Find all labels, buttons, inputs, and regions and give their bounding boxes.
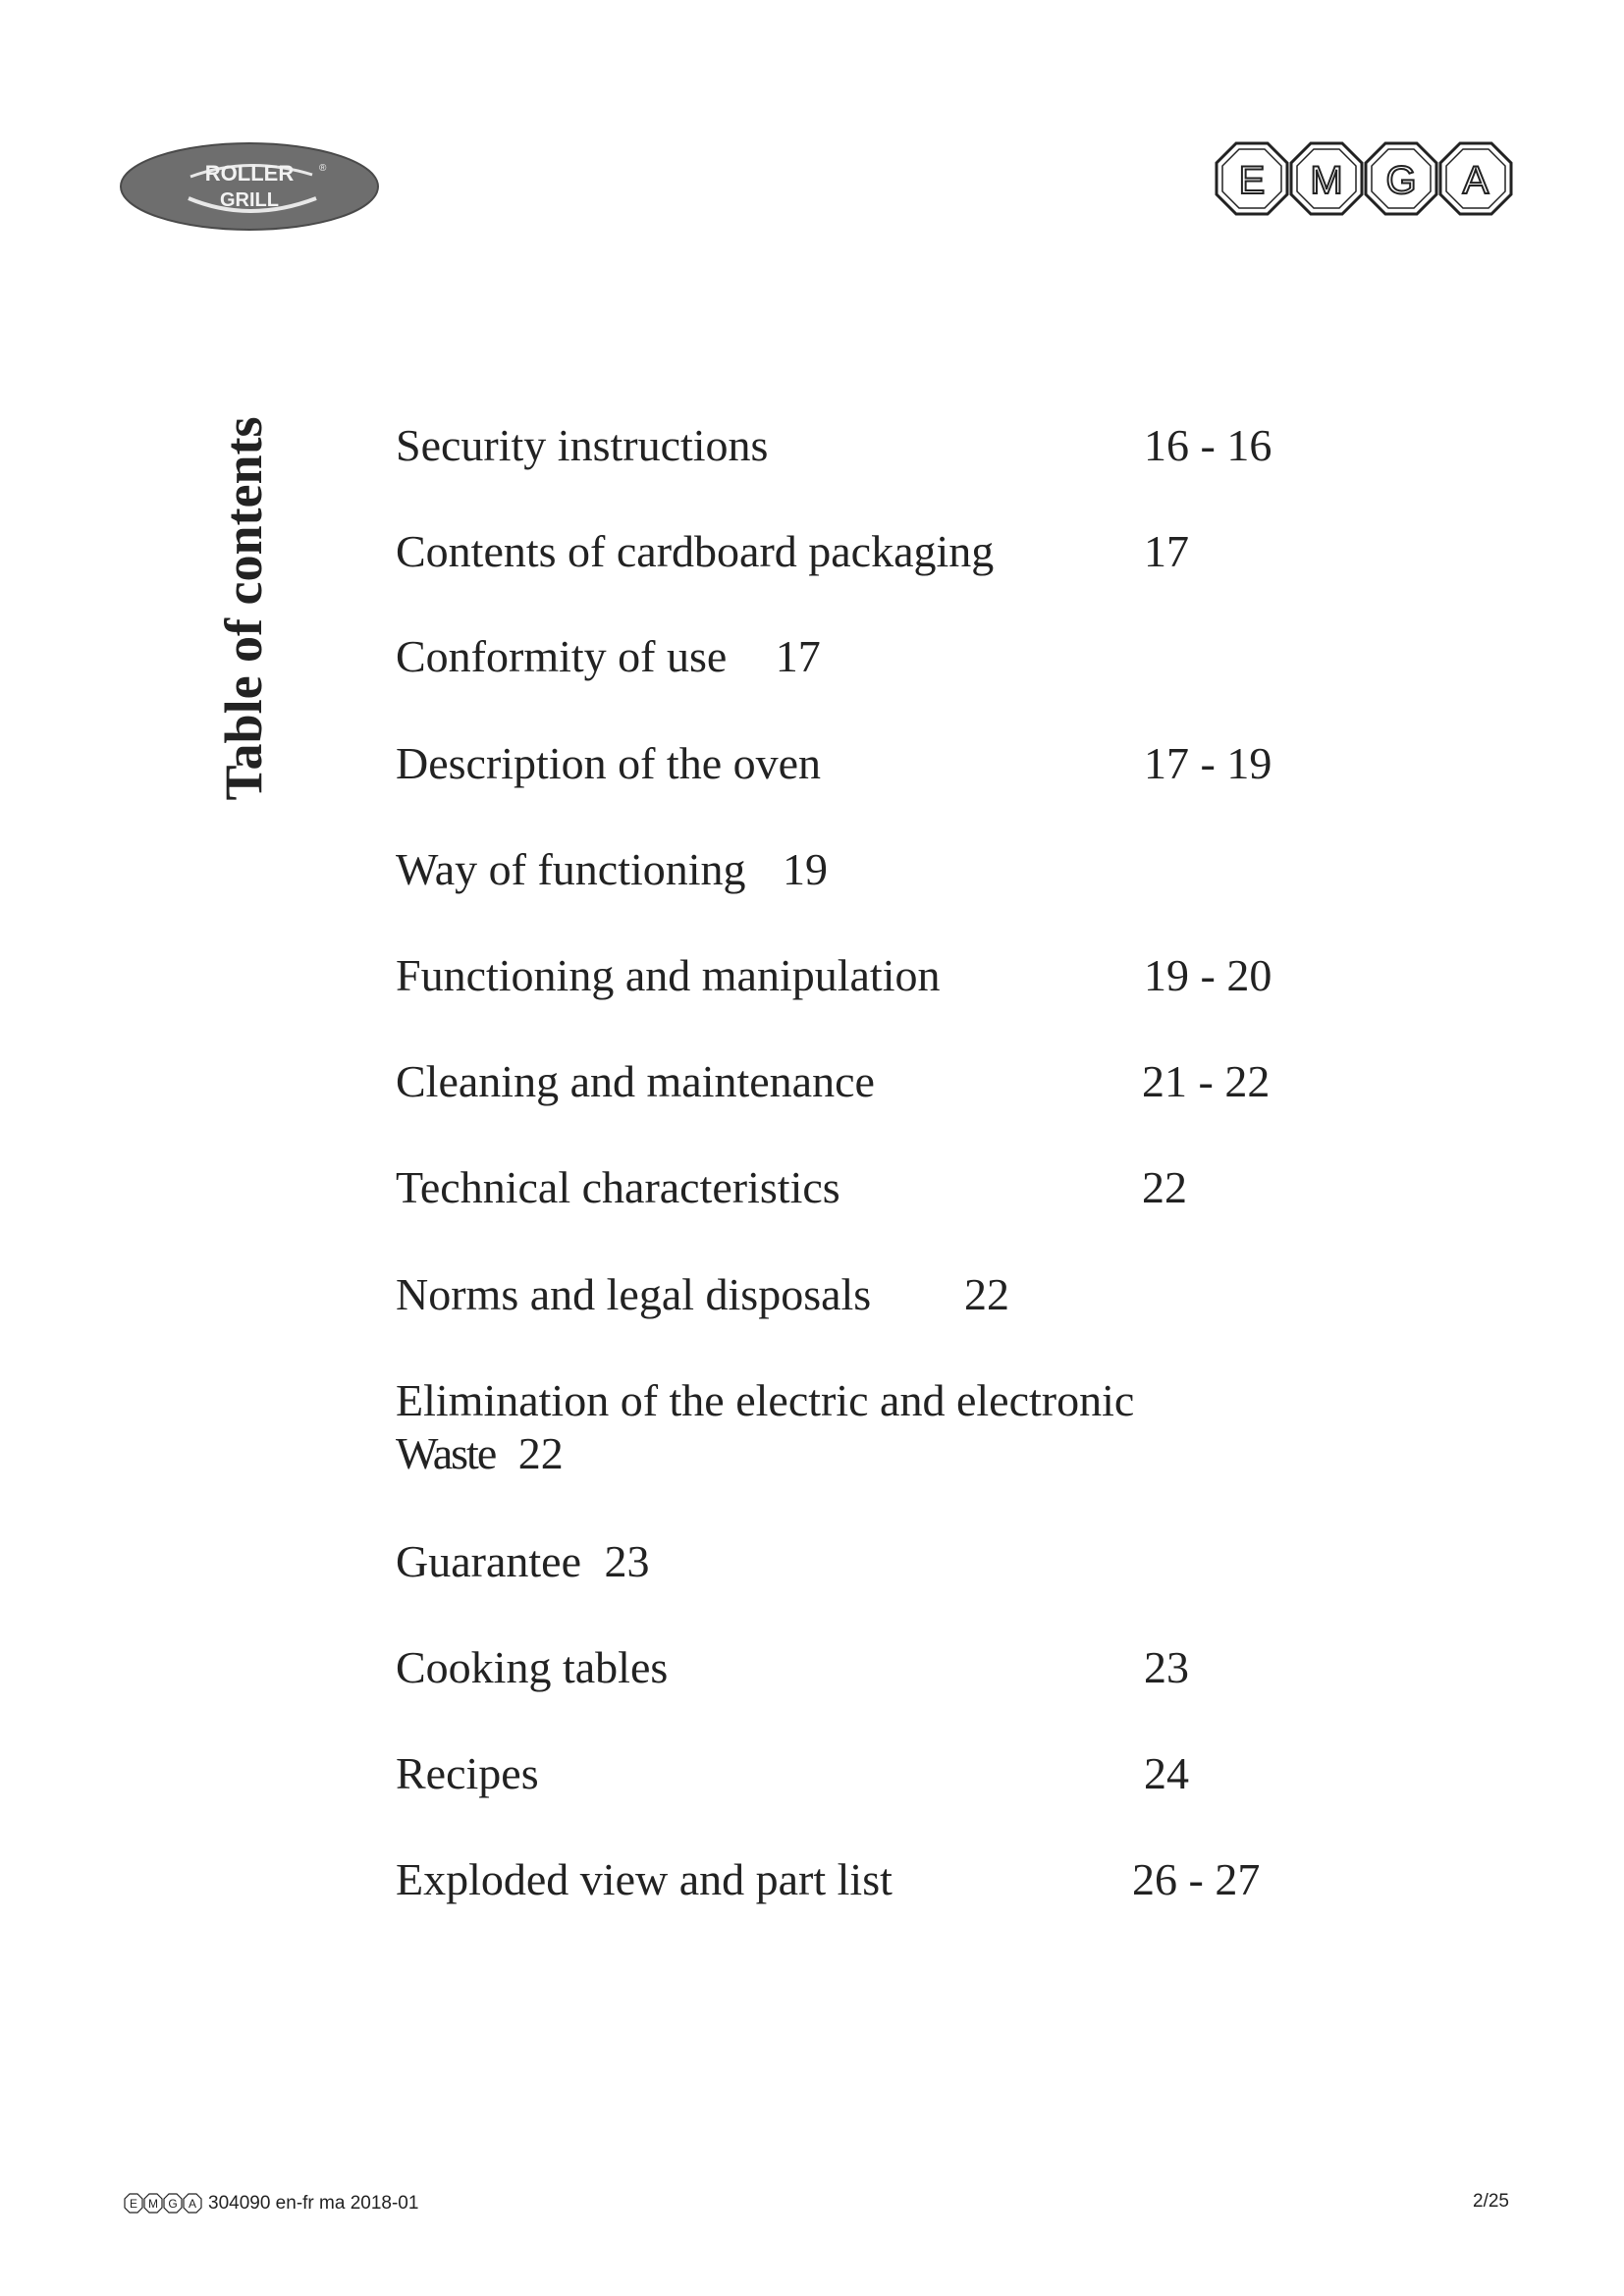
toc-entry-page: 22 <box>517 1428 564 1478</box>
svg-text:E: E <box>129 2197 138 2211</box>
toc-entry-page: 24 <box>1144 1748 1189 1798</box>
toc-entry-page: 17 - 19 <box>1144 738 1272 788</box>
toc-entry-page: 21 - 22 <box>1142 1056 1271 1106</box>
footer-doc-ref <box>124 2191 418 2216</box>
toc-entry-elimination-cont[interactable] <box>396 1427 564 1480</box>
toc-title: Table of contents <box>214 416 273 801</box>
svg-text:M: M <box>148 2197 158 2211</box>
toc-entry-label: Technical characteristics <box>396 1162 840 1212</box>
emga-logo <box>1214 140 1514 217</box>
toc-entry-label: Security instructions <box>396 420 769 470</box>
toc-entry-label: Way of functioning <box>396 844 746 894</box>
toc-entry-label: Waste <box>396 1428 496 1478</box>
toc-entry-page: 23 <box>1144 1642 1189 1692</box>
toc-entry-cleaning[interactable] <box>396 1055 875 1108</box>
toc-entry-label: Exploded view and part list <box>396 1854 893 1904</box>
toc-entry-description[interactable] <box>396 737 821 790</box>
toc-entry-label: Contents of cardboard packaging <box>396 526 995 576</box>
toc-entry-label: Guarantee <box>396 1536 581 1586</box>
toc-entry-label: Cleaning and maintenance <box>396 1056 875 1106</box>
toc-entry-label: Norms and legal disposals <box>396 1269 872 1319</box>
toc-entry-page: 19 <box>783 844 829 894</box>
toc-entry-label: Cooking tables <box>396 1642 669 1692</box>
svg-text:A: A <box>1462 159 1489 202</box>
toc-entry-page: 16 - 16 <box>1144 420 1272 470</box>
toc-entry-cooking-tables[interactable] <box>396 1641 668 1694</box>
toc-entry-label: Elimination of the electric and electronic <box>396 1375 1135 1425</box>
svg-text:G: G <box>168 2197 178 2211</box>
svg-text:G: G <box>1385 159 1417 202</box>
toc-entry-label: Conformity of use <box>396 631 728 681</box>
toc-entry-packaging[interactable] <box>396 525 994 578</box>
svg-text:ROLLER: ROLLER <box>204 161 295 186</box>
svg-text:GRILL: GRILL <box>220 189 279 211</box>
toc-entry-page: 23 <box>604 1536 650 1586</box>
svg-text:M: M <box>1310 159 1343 202</box>
roller-grill-logo <box>120 141 379 232</box>
toc-entry-technical[interactable] <box>396 1161 840 1214</box>
footer-page-number: 2/25 <box>1473 2191 1509 2212</box>
toc-entry-page: 19 - 20 <box>1144 950 1272 1000</box>
emga-small-logo <box>124 2193 204 2215</box>
svg-text:E: E <box>1238 159 1266 202</box>
toc-entry-page: 22 <box>964 1269 1009 1319</box>
footer-doc-ref-text: 304090 en-fr ma 2018-01 <box>208 2193 419 2214</box>
toc-entry-guarantee[interactable] <box>396 1535 650 1588</box>
toc-entry-label: Description of the oven <box>396 738 822 788</box>
toc-entry-security[interactable] <box>396 419 768 472</box>
toc-entry-page: 26 - 27 <box>1132 1854 1261 1904</box>
toc-entry-conformity[interactable] <box>396 630 821 683</box>
toc-entry-exploded-view[interactable] <box>396 1853 893 1906</box>
toc-entry-way-of-functioning[interactable] <box>396 843 828 896</box>
toc-entry-page: 17 <box>1144 526 1189 576</box>
toc-entry-label: Functioning and manipulation <box>396 950 941 1000</box>
svg-text:®: ® <box>319 163 327 174</box>
toc-entry-norms[interactable] <box>396 1268 871 1321</box>
toc-entry-label: Recipes <box>396 1748 539 1798</box>
toc-entry-page: 22 <box>1142 1162 1187 1212</box>
toc-entry-functioning-manipulation[interactable] <box>396 949 941 1002</box>
toc-entry-recipes[interactable] <box>396 1747 539 1800</box>
toc-entry-page: 17 <box>775 631 821 681</box>
toc-entry-elimination[interactable] <box>396 1374 1134 1427</box>
svg-text:A: A <box>188 2197 197 2211</box>
